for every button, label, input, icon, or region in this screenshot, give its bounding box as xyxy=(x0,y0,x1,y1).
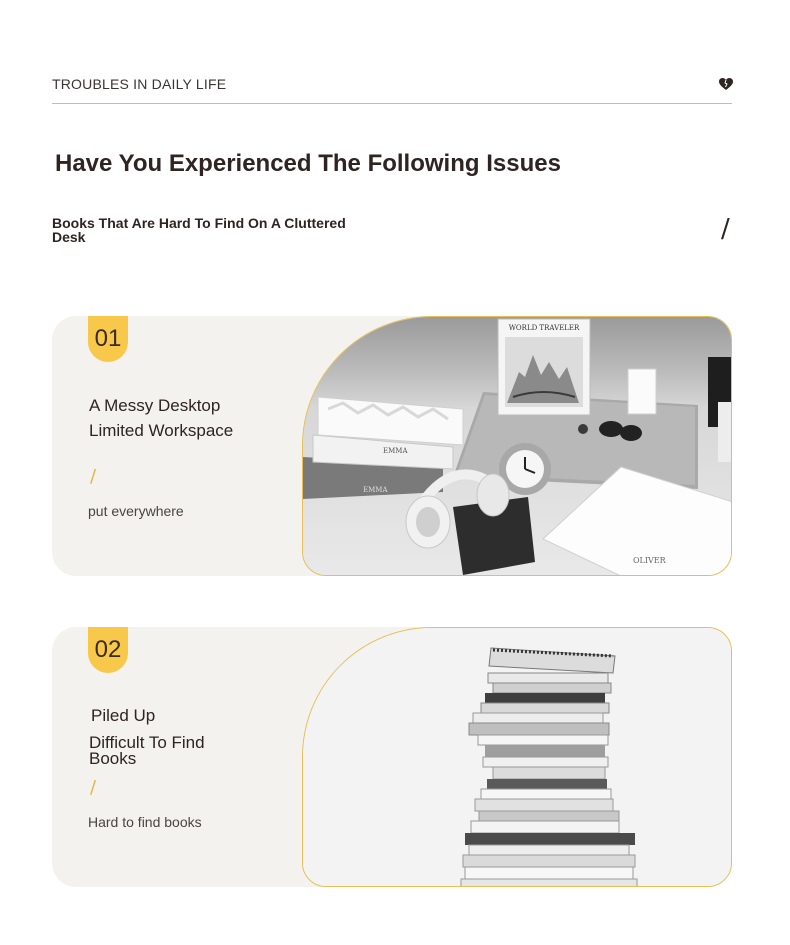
issue-title: Piled Up xyxy=(91,706,156,725)
header-divider xyxy=(52,103,732,104)
issue-separator: / xyxy=(90,466,97,487)
issue-subtitle: Limited Workspace xyxy=(89,421,234,440)
messy-desk-photo xyxy=(302,316,732,576)
page-subheading: Books That Are Hard To Find On A Cluttered Desk xyxy=(52,215,346,245)
page-headline: Have You Experienced The Following Issues xyxy=(55,150,561,177)
issue-card-1 xyxy=(52,316,732,576)
issue-number-badge: 01 xyxy=(88,316,128,362)
book-spine-1: EMMA xyxy=(383,447,408,455)
issue-card-2 xyxy=(52,627,732,887)
heart-icon xyxy=(719,78,733,91)
section-label: TROUBLES IN DAILY LIFE xyxy=(52,76,227,92)
issue-description: put everywhere xyxy=(88,503,184,519)
book-spine-2: EMMA xyxy=(363,486,388,494)
issue-subtitle: Difficult To Find Books xyxy=(89,733,205,768)
book-spine-3: OLIVER xyxy=(633,556,666,565)
issue-separator: / xyxy=(90,777,97,798)
slash-divider: / xyxy=(721,214,730,244)
issue-description: Hard to find books xyxy=(88,814,202,830)
calendar-label: WORLD TRAVELER xyxy=(508,324,580,332)
issue-number-badge: 02 xyxy=(88,627,128,673)
book-pile-photo xyxy=(302,627,732,887)
issue-title: A Messy Desktop xyxy=(89,396,221,415)
